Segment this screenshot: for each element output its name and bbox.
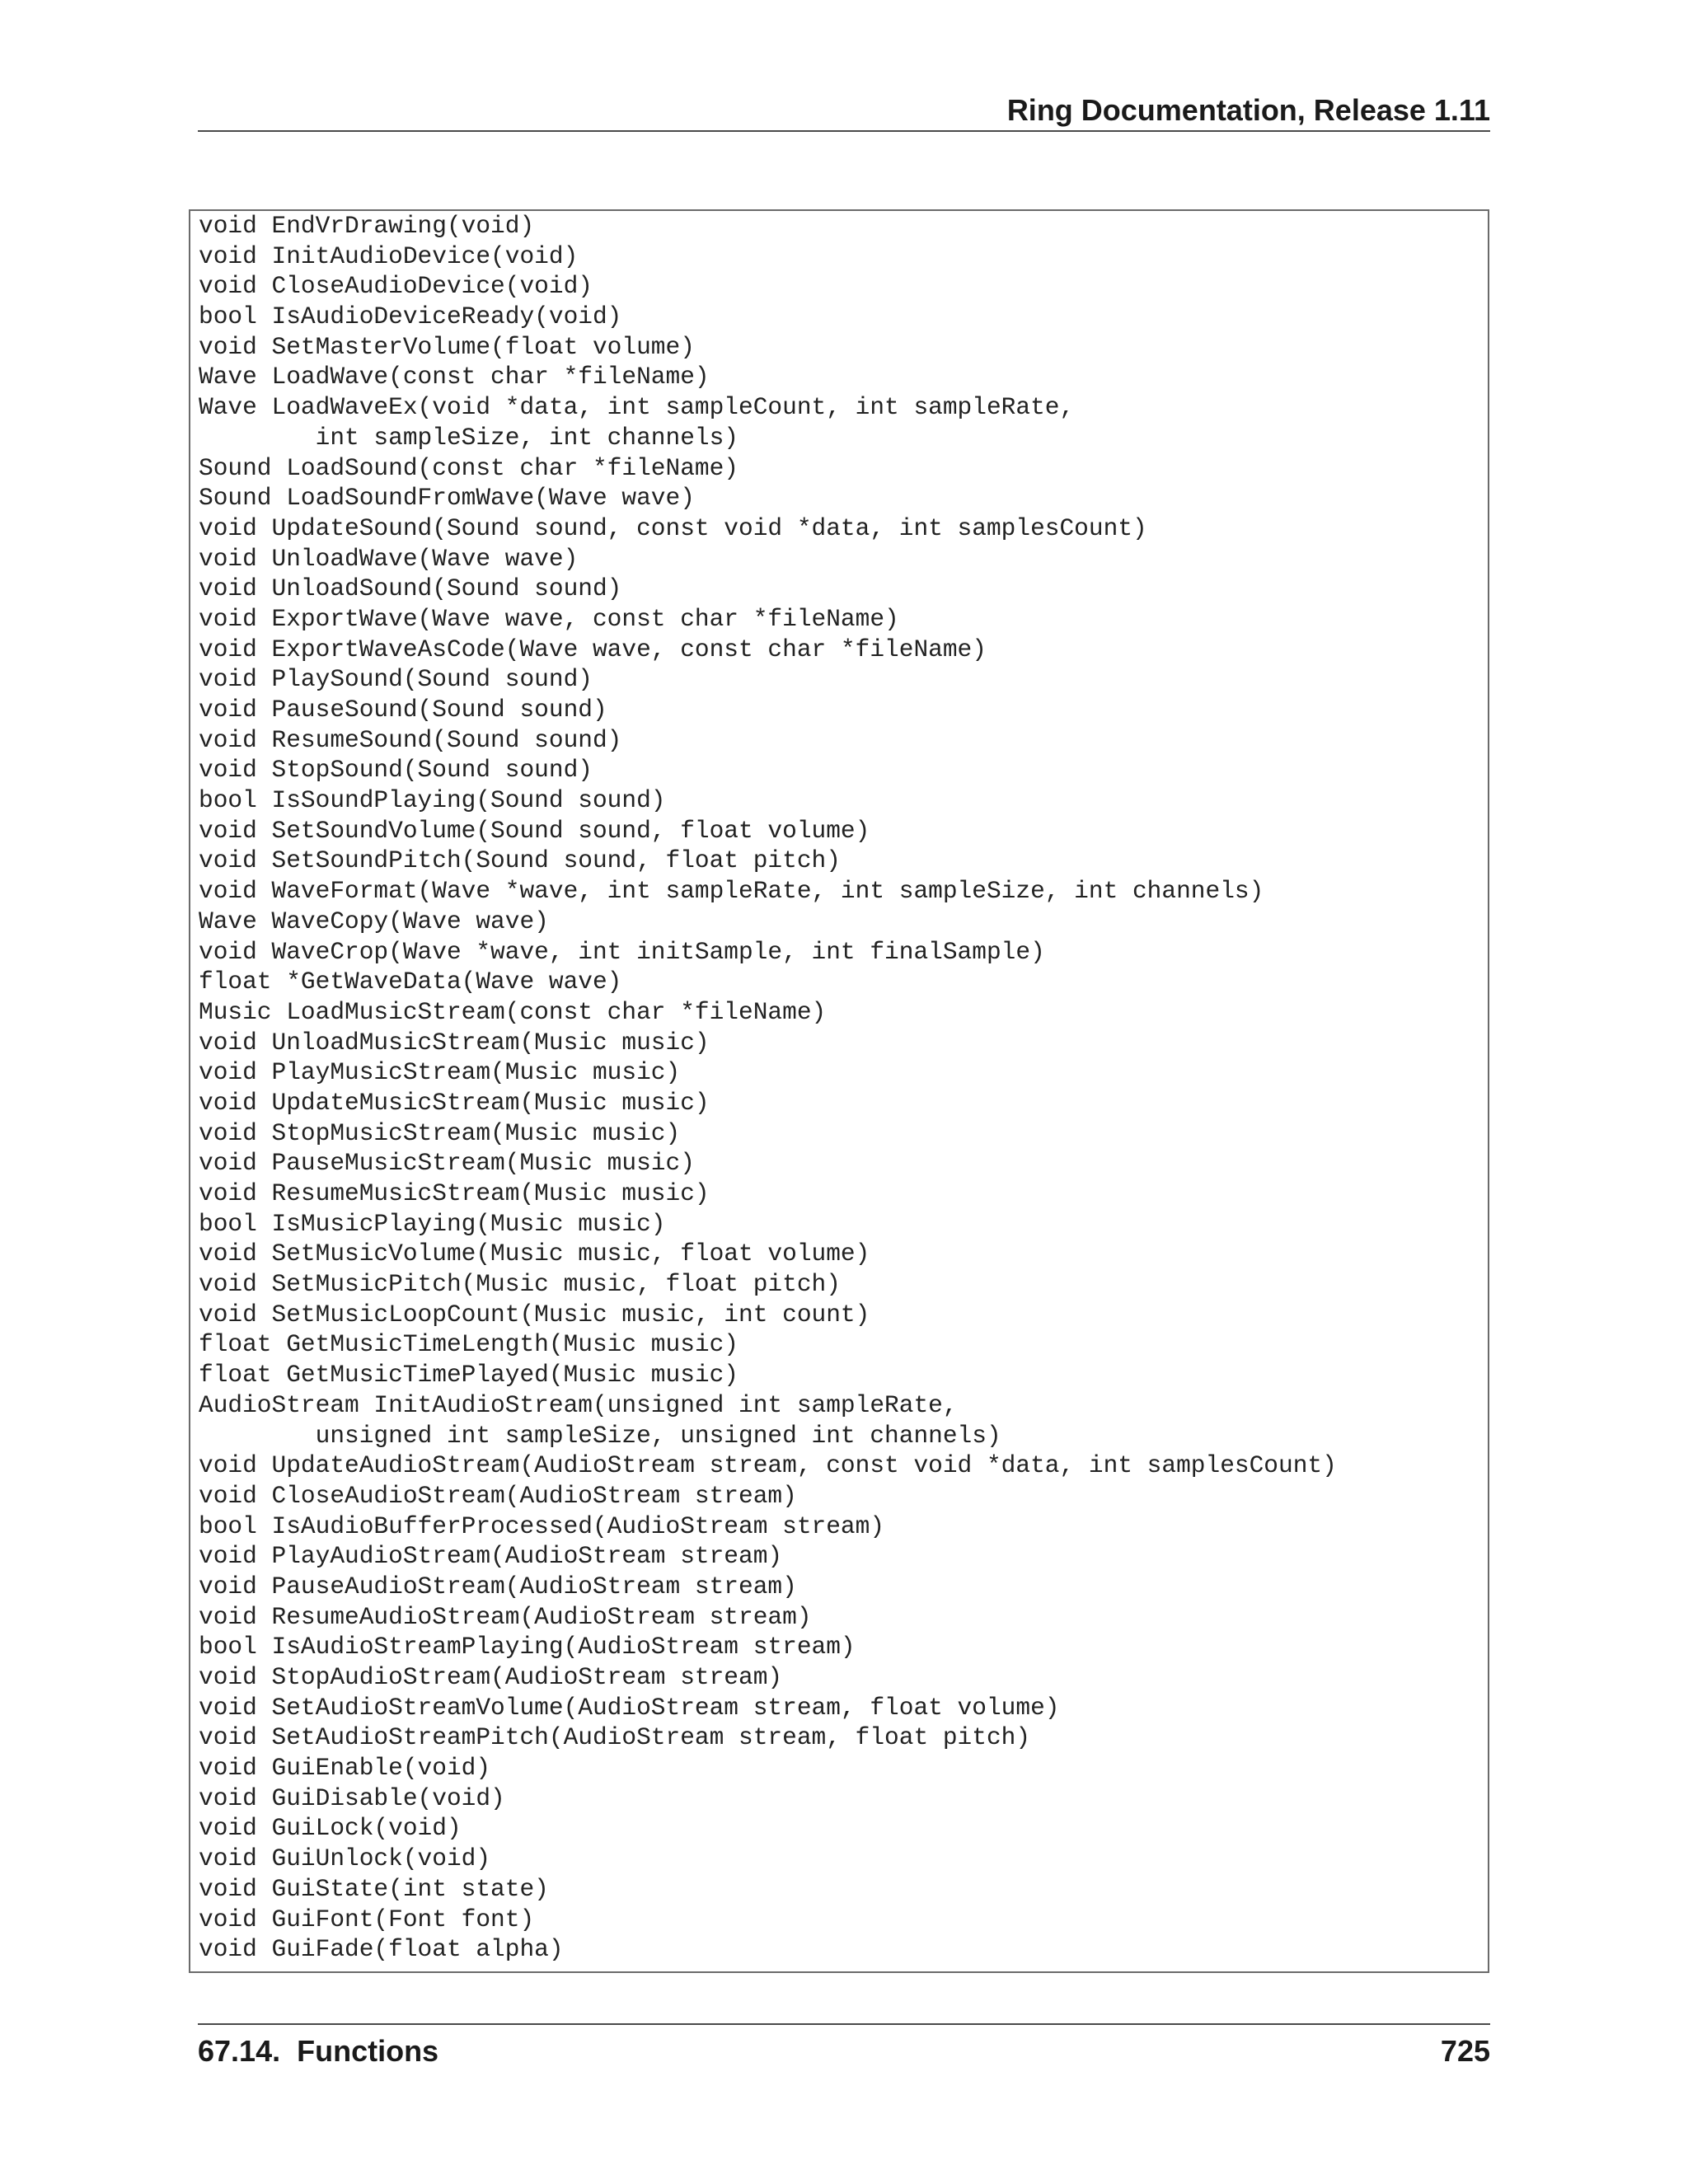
code-line: void WaveCrop(Wave *wave, int initSample, int finalSample) <box>199 937 1045 966</box>
code-line: void ExportWaveAsCode(Wave wave, const char *fileName) <box>199 635 987 663</box>
code-line: Sound LoadSoundFromWave(Wave wave) <box>199 484 695 513</box>
code-line: void ResumeMusicStream(Music music) <box>199 1179 710 1207</box>
code-line: void SetMusicLoopCount(Music music, int count) <box>199 1300 870 1329</box>
code-line: Wave LoadWave(const char *fileName) <box>199 363 710 391</box>
code-line: void ResumeAudioStream(AudioStream stream) <box>199 1602 812 1631</box>
code-line: void UnloadSound(Sound sound) <box>199 574 622 603</box>
code-line: void UnloadWave(Wave wave) <box>199 544 579 573</box>
code-line: Wave LoadWaveEx(void *data, int sampleCount, int sampleRate, <box>199 393 1075 422</box>
code-line: void SetSoundVolume(Sound sound, float volume) <box>199 816 870 845</box>
code-line: void GuiState(int state) <box>199 1874 549 1903</box>
code-line: void SetMusicPitch(Music music, float pitch) <box>199 1270 841 1299</box>
code-line: int sampleSize, int channels) <box>199 423 739 452</box>
code-line: void SetMusicVolume(Music music, float volume) <box>199 1240 870 1268</box>
code-line: float *GetWaveData(Wave wave) <box>199 968 622 996</box>
code-line: void StopAudioStream(AudioStream stream) <box>199 1663 783 1691</box>
code-line: bool IsAudioBufferProcessed(AudioStream stream) <box>199 1511 885 1540</box>
code-line: bool IsMusicPlaying(Music music) <box>199 1209 666 1238</box>
code-line: Wave WaveCopy(Wave wave) <box>199 907 549 935</box>
code-line: void PauseMusicStream(Music music) <box>199 1149 695 1178</box>
page-number: 725 <box>1440 2034 1490 2068</box>
code-line: void SetSoundPitch(Sound sound, float pitch) <box>199 846 841 875</box>
code-lines <box>199 211 1337 1965</box>
code-line: bool IsAudioStreamPlaying(AudioStream stream) <box>199 1633 856 1661</box>
code-line: void StopMusicStream(Music music) <box>199 1118 681 1147</box>
code-line: float GetMusicTimeLength(Music music) <box>199 1330 739 1359</box>
code-line: Sound LoadSound(const char *fileName) <box>199 453 739 482</box>
page-header <box>198 91 1490 132</box>
code-line: void CloseAudioDevice(void) <box>199 272 593 301</box>
code-line: void PlayAudioStream(AudioStream stream) <box>199 1542 783 1571</box>
code-line: unsigned int sampleSize, unsigned int channels) <box>199 1421 1001 1450</box>
code-line: void GuiFont(Font font) <box>199 1905 535 1933</box>
code-line: void PlayMusicStream(Music music) <box>199 1058 681 1087</box>
code-line: void PauseAudioStream(AudioStream stream) <box>199 1572 797 1601</box>
code-line: void ExportWave(Wave wave, const char *fileName) <box>199 604 899 633</box>
page-footer <box>198 2023 1490 2074</box>
code-line: void GuiLock(void) <box>199 1814 462 1843</box>
code-line: void StopSound(Sound sound) <box>199 756 593 785</box>
code-line: void SetMasterVolume(float volume) <box>199 332 695 361</box>
code-line: bool IsSoundPlaying(Sound sound) <box>199 786 666 815</box>
code-line: float GetMusicTimePlayed(Music music) <box>199 1361 739 1390</box>
code-line: void PlaySound(Sound sound) <box>199 665 593 694</box>
code-line: void GuiUnlock(void) <box>199 1844 491 1873</box>
code-line: void UnloadMusicStream(Music music) <box>199 1028 710 1057</box>
code-line: void GuiEnable(void) <box>199 1754 491 1783</box>
code-line: void EndVrDrawing(void) <box>199 212 535 240</box>
code-line: void InitAudioDevice(void) <box>199 241 579 270</box>
code-line: AudioStream InitAudioStream(unsigned int sampleRate, <box>199 1390 958 1419</box>
document-title: Ring Documentation, Release 1.11 <box>1006 93 1490 127</box>
code-line: void SetAudioStreamVolume(AudioStream stream, float volume) <box>199 1693 1060 1722</box>
section-title: 67.14. Functions <box>198 2034 439 2068</box>
code-line: void GuiDisable(void) <box>199 1783 505 1812</box>
code-line: bool IsAudioDeviceReady(void) <box>199 302 622 331</box>
code-block <box>189 209 1489 1973</box>
code-line: void GuiFade(float alpha) <box>199 1935 564 1964</box>
code-line: void UpdateSound(Sound sound, const void *data, int samplesCount) <box>199 513 1147 542</box>
code-line: Music LoadMusicStream(const char *fileName) <box>199 997 827 1026</box>
code-line: void PauseSound(Sound sound) <box>199 696 607 724</box>
code-line: void UpdateMusicStream(Music music) <box>199 1088 710 1117</box>
code-line: void SetAudioStreamPitch(AudioStream stream, float pitch) <box>199 1723 1031 1752</box>
code-line: void UpdateAudioStream(AudioStream stream, const void *data, int samplesCount) <box>199 1451 1337 1480</box>
code-line: void ResumeSound(Sound sound) <box>199 725 622 754</box>
code-line: void CloseAudioStream(AudioStream stream) <box>199 1481 797 1510</box>
code-line: void WaveFormat(Wave *wave, int sampleRate, int sampleSize, int channels) <box>199 877 1264 906</box>
